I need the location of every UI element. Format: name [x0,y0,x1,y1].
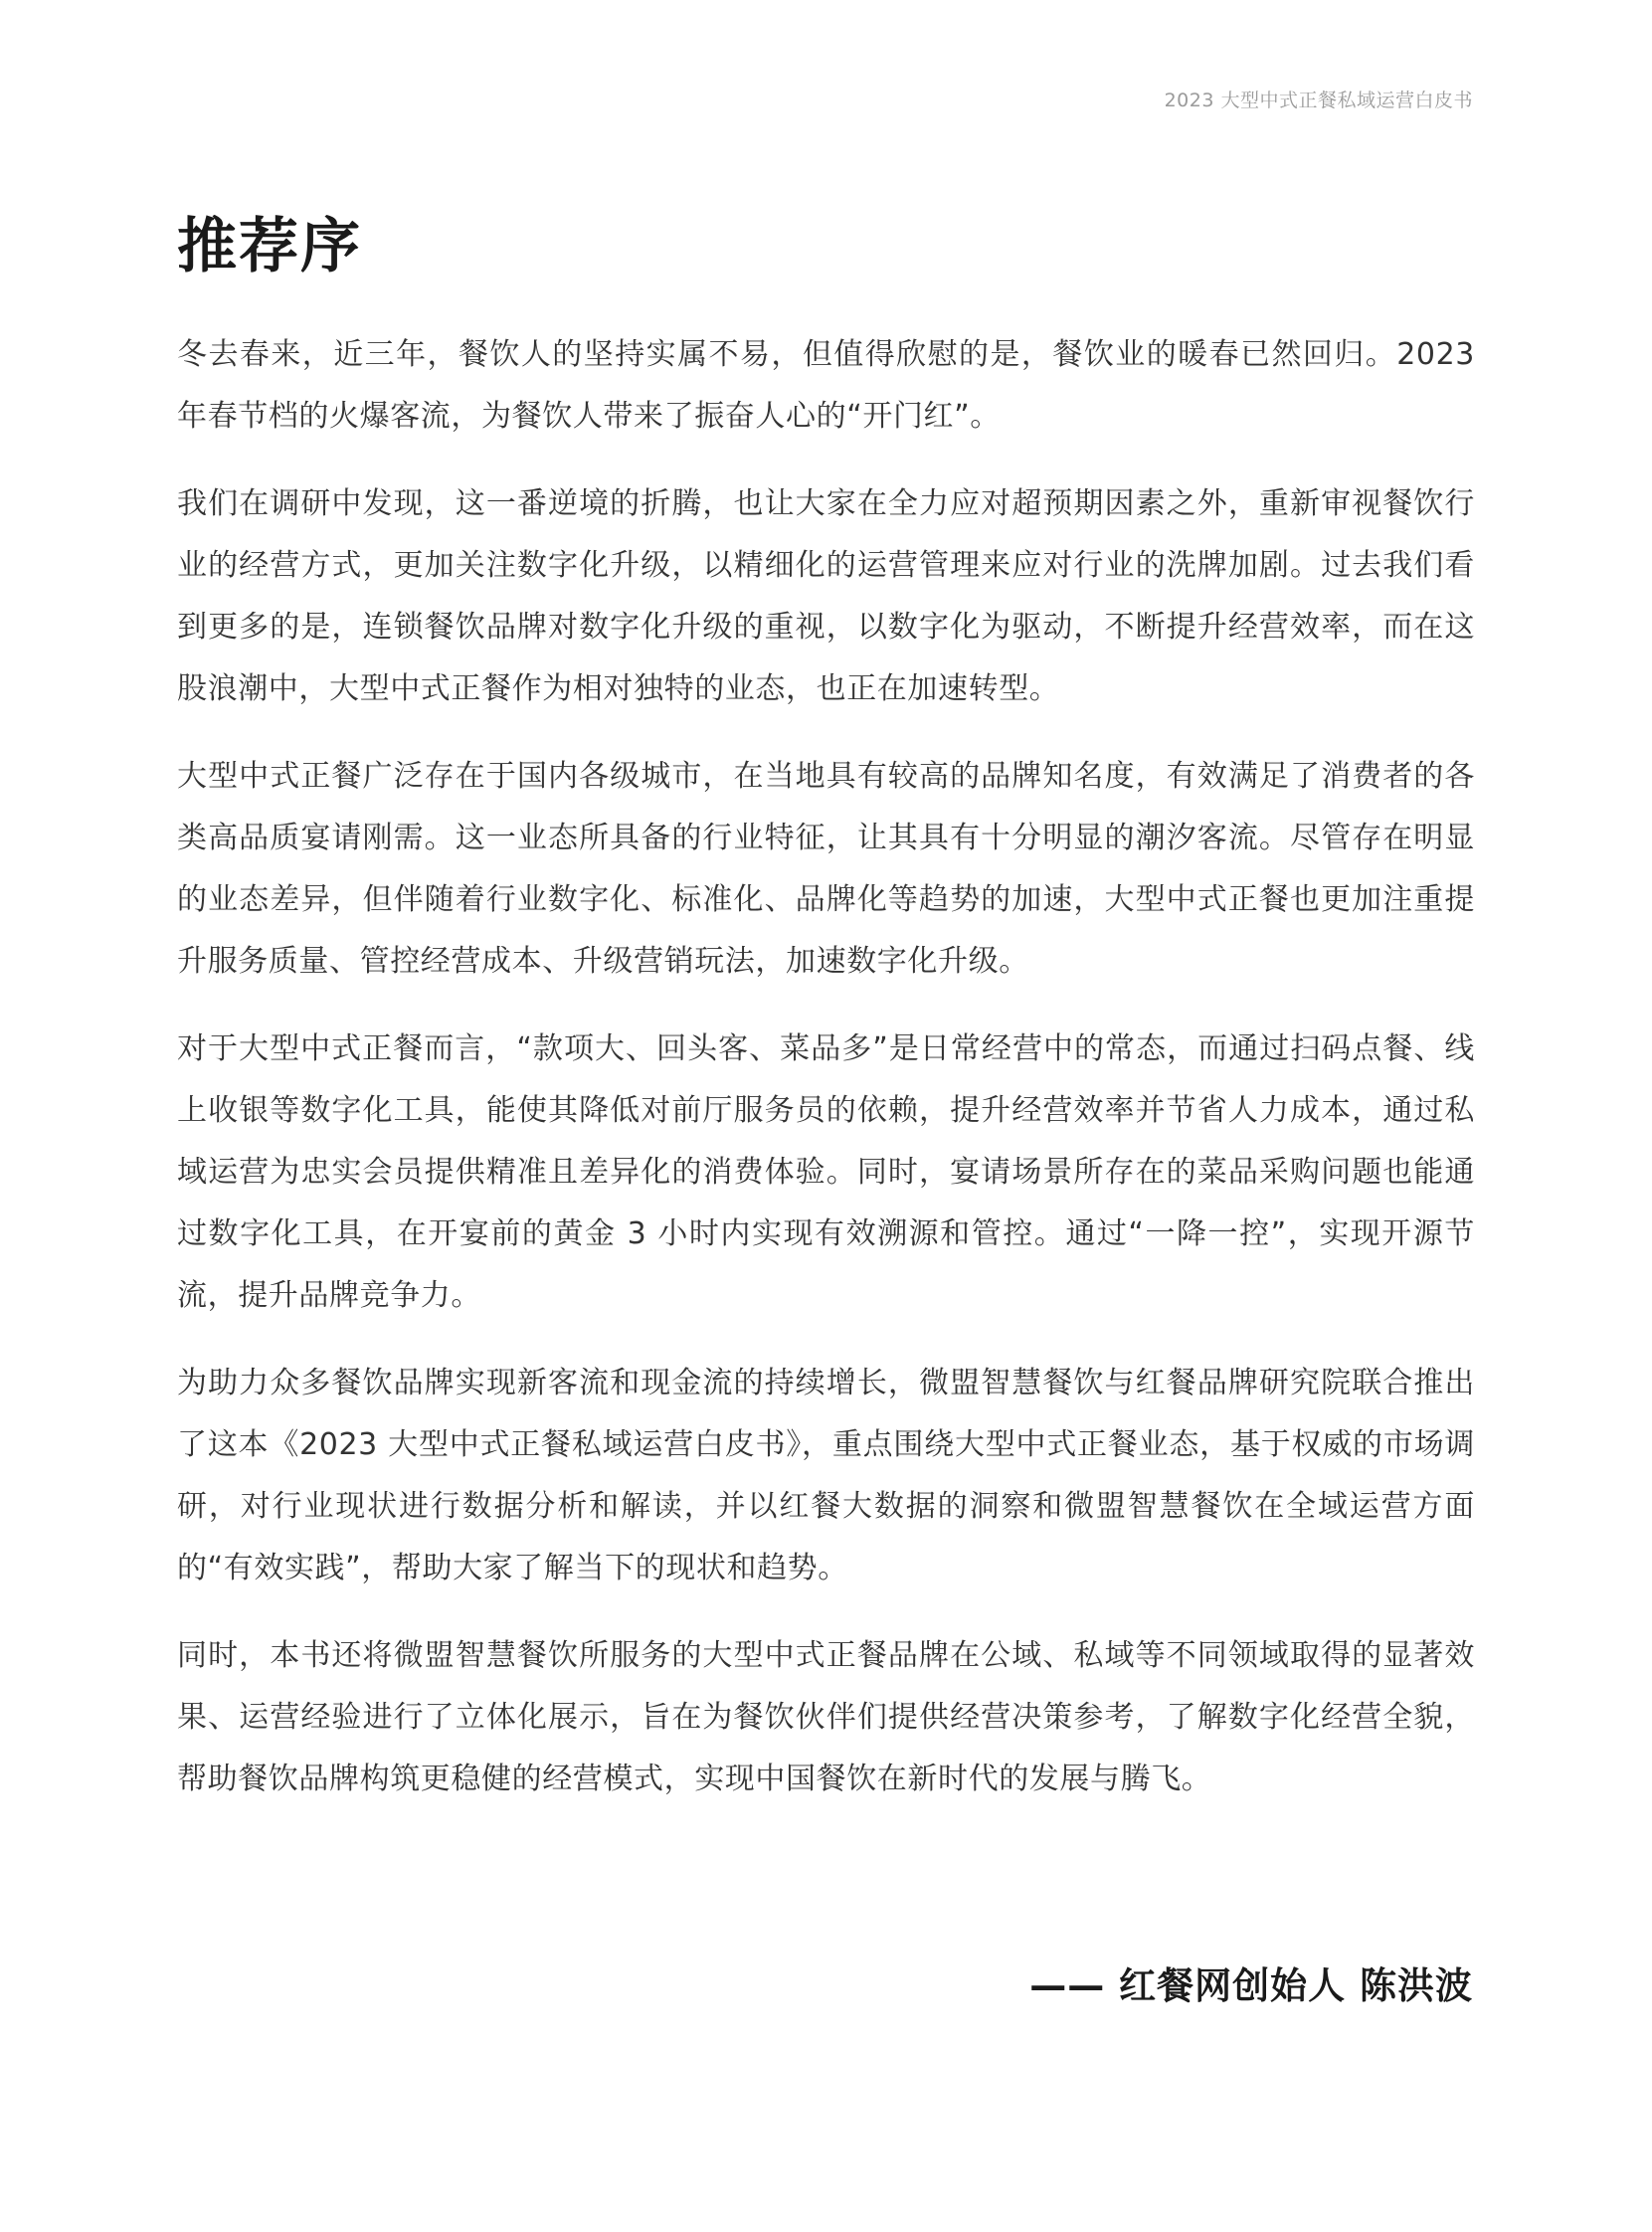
paragraph: 冬去春来，近三年，餐饮人的坚持实属不易，但值得欣慰的是，餐饮业的暖春已然回归。2023 年春节档的火爆客流，为餐饮人带来了振奋人心的“开门红”。 [177,337,1475,434]
signature: —— 红餐网创始人 陈洪波 [1029,1964,1473,2007]
page-title: 推荐序 [177,212,362,281]
running-header: 2023 大型中式正餐私域运营白皮书 [1164,90,1473,111]
paragraph: 为助力众多餐饮品牌实现新客流和现金流的持续增长，微盟智慧餐饮与红餐品牌研究院联合推出了这本《2023 大型中式正餐私域运营白皮书》，重点围绕大型中式正餐业态，基于权威的市场调研，对行业现状进行数据分析和解读，并以红餐大数据的洞察和微盟智慧餐饮在全域运营方面的“有效实践”，帮助大家了解当下的现状和趋势。 [177,1366,1475,1585]
paragraph: 对于大型中式正餐而言，“款项大、回头客、菜品多”是日常经营中的常态，而通过扫码点餐、线上收银等数字化工具，能使其降低对前厅服务员的依赖，提升经营效率并节省人力成本，通过私域运营为忠实会员提供精准且差异化的消费体验。同时，宴请场景所存在的菜品采购问题也能通过数字化工具，在开宴前的黄金 3 小时内实现有效溯源和管控。通过“一降一控”，实现开源节流，提升品牌竞争力。 [177,1031,1475,1313]
paragraph: 我们在调研中发现，这一番逆境的折腾，也让大家在全力应对超预期因素之外，重新审视餐饮行业的经营方式，更加关注数字化升级，以精细化的运营管理来应对行业的洗牌加剧。过去我们看到更多的是，连锁餐饮品牌对数字化升级的重视，以数字化为驱动，不断提升经营效率，而在这股浪潮中，大型中式正餐作为相对独特的业态，也正在加速转型。 [177,486,1475,706]
paragraph: 同时，本书还将微盟智慧餐饮所服务的大型中式正餐品牌在公域、私域等不同领域取得的显著效果、运营经验进行了立体化展示，旨在为餐饮伙伴们提供经营决策参考，了解数字化经营全貌，帮助餐饮品牌构筑更稳健的经营模式，实现中国餐饮在新时代的发展与腾飞。 [177,1638,1475,1796]
body-text [177,324,1475,1836]
paragraph: 大型中式正餐广泛存在于国内各级城市，在当地具有较高的品牌知名度，有效满足了消费者的各类高品质宴请刚需。这一业态所具备的行业特征，让其具有十分明显的潮汐客流。尽管存在明显的业态差异，但伴随着行业数字化、标准化、品牌化等趋势的加速，大型中式正餐也更加注重提升服务质量、管控经营成本、升级营销玩法，加速数字化升级。 [177,759,1475,979]
